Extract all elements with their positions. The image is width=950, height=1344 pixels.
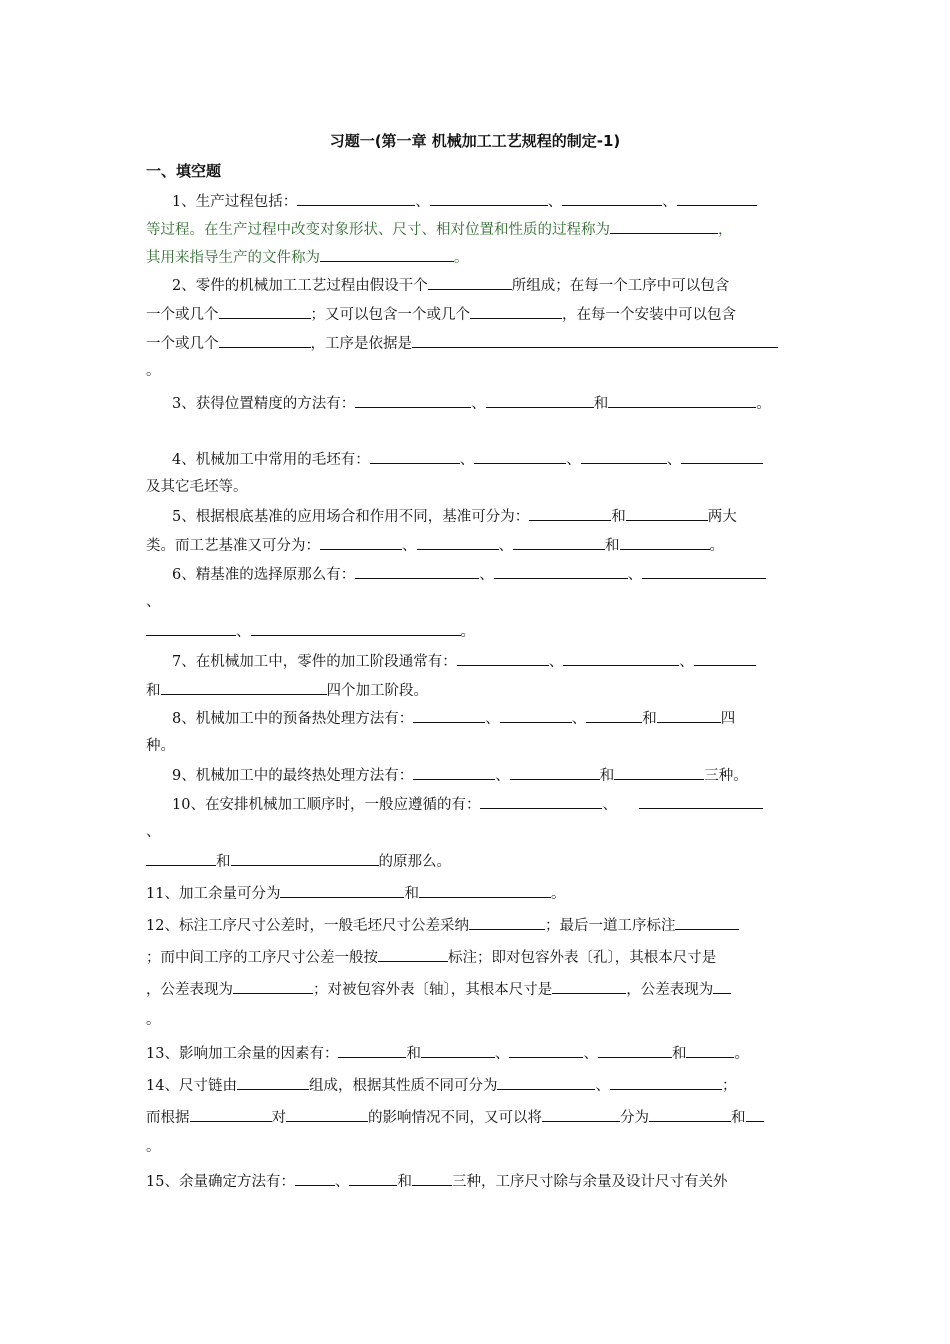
answer-blank[interactable] <box>237 1074 309 1090</box>
answer-blank[interactable] <box>412 332 778 348</box>
question-12-line-1: 12、标注工序尺寸公差时，一般毛坯尺寸公差采纳 ；最后一道工序标注 <box>146 914 806 936</box>
answer-blank[interactable] <box>713 978 731 994</box>
answer-blank[interactable] <box>486 392 594 408</box>
answer-blank[interactable] <box>746 1106 764 1122</box>
question-12-line-3: ，公差表现为 ；对被包容外表〔轴〕，其根本尺寸是 ，公差表现为 <box>146 978 806 1000</box>
answer-blank[interactable] <box>146 850 216 866</box>
question-4-line-2: 及其它毛坯等。 <box>146 479 248 495</box>
question-14-line-2: 而根据 对 的影响情况不同，又可以将 分为 和 <box>146 1106 806 1128</box>
question-7-line-2: 和 四个加工阶段。 <box>146 679 806 701</box>
section-heading: 一、填空题 <box>146 162 222 180</box>
answer-blank[interactable] <box>480 793 602 809</box>
answer-blank[interactable] <box>146 620 236 636</box>
question-2-line-4: 。 <box>146 363 161 379</box>
question-7-line-1: 7、在机械加工中，零件的加工阶段通常有： 、 、 <box>172 650 806 672</box>
answer-blank[interactable] <box>649 1106 731 1122</box>
answer-blank[interactable] <box>470 303 562 319</box>
answer-blank[interactable] <box>428 274 512 290</box>
answer-blank[interactable] <box>419 882 551 898</box>
question-2-line-1: 2、零件的机械加工工艺过程由假设干个 所组成；在每一个工序中可以包含 <box>172 274 806 296</box>
answer-blank[interactable] <box>675 914 739 930</box>
answer-blank[interactable] <box>413 764 495 780</box>
answer-blank[interactable] <box>469 914 545 930</box>
answer-blank[interactable] <box>349 1170 397 1186</box>
answer-blank[interactable] <box>552 978 626 994</box>
answer-blank[interactable] <box>161 679 327 695</box>
answer-blank[interactable] <box>497 1074 595 1090</box>
answer-blank[interactable] <box>598 1042 672 1058</box>
answer-blank[interactable] <box>190 1106 272 1122</box>
question-12-line-4: 。 <box>146 1012 161 1028</box>
answer-blank[interactable] <box>417 534 499 550</box>
answer-blank[interactable] <box>233 978 313 994</box>
answer-blank[interactable] <box>378 946 448 962</box>
question-1-line-1: 1、生产过程包括： 、 、 、 <box>172 190 806 212</box>
answer-blank[interactable] <box>430 190 548 206</box>
answer-blank[interactable] <box>614 764 704 780</box>
answer-blank[interactable] <box>681 448 763 464</box>
answer-blank[interactable] <box>219 303 311 319</box>
answer-blank[interactable] <box>581 448 667 464</box>
question-3-line-1: 3、获得位置精度的方法有： 、 和 。 <box>172 392 806 414</box>
answer-blank[interactable] <box>657 707 721 723</box>
answer-blank[interactable] <box>474 448 566 464</box>
question-1-line-3: 其用来指导生产的文件称为 。 <box>146 246 806 268</box>
question-9-line-1: 9、机械加工中的最终热处理方法有： 、 和 三种。 <box>172 764 806 786</box>
answer-blank[interactable] <box>608 392 756 408</box>
question-2-line-2: 一个或几个 ；又可以包含一个或几个 ，在每一个安装中可以包含 <box>146 303 806 325</box>
answer-blank[interactable] <box>610 1074 722 1090</box>
answer-blank[interactable] <box>529 505 611 521</box>
answer-blank[interactable] <box>413 707 485 723</box>
answer-blank[interactable] <box>355 392 471 408</box>
answer-blank[interactable] <box>231 850 379 866</box>
answer-blank[interactable] <box>320 534 402 550</box>
answer-blank[interactable] <box>542 1106 620 1122</box>
answer-blank[interactable] <box>320 246 454 262</box>
answer-blank[interactable] <box>694 650 756 666</box>
answer-blank[interactable] <box>494 563 628 579</box>
answer-blank[interactable] <box>563 650 679 666</box>
answer-blank[interactable] <box>513 534 605 550</box>
question-1-line-2: 等过程。在生产过程中改变对象形状、尺寸、相对位置和性质的过程称为 ， <box>146 218 806 240</box>
answer-blank[interactable] <box>677 190 757 206</box>
answer-blank[interactable] <box>510 764 600 780</box>
answer-blank[interactable] <box>509 1042 583 1058</box>
question-10-line-1: 10、在安排机械加工顺序时，一般应遵循的有： 、 <box>172 793 806 815</box>
answer-blank[interactable] <box>626 505 708 521</box>
answer-blank[interactable] <box>610 218 718 234</box>
answer-blank[interactable] <box>639 793 763 809</box>
answer-blank[interactable] <box>620 534 710 550</box>
answer-blank[interactable] <box>412 1170 452 1186</box>
answer-blank[interactable] <box>642 563 766 579</box>
question-6-line-3: 、 。 <box>146 620 806 642</box>
answer-blank[interactable] <box>355 563 479 579</box>
question-8-line-2: 种。 <box>146 738 175 754</box>
question-13-line-1: 13、影响加工余量的因素有： 和 、 、 和 。 <box>146 1042 806 1064</box>
question-14-line-1: 14、尺寸链由 组成，根据其性质不同可分为 、 ； <box>146 1074 806 1096</box>
answer-blank[interactable] <box>286 1106 368 1122</box>
question-11-line-1: 11、加工余量可分为 和 。 <box>146 882 806 904</box>
answer-blank[interactable] <box>562 190 662 206</box>
question-4-line-1: 4、机械加工中常用的毛坯有： 、 、 、 <box>172 448 806 470</box>
question-10-line-3: 和 的原那么。 <box>146 850 806 872</box>
answer-blank[interactable] <box>421 1042 495 1058</box>
question-5-line-1: 5、根据根底基准的应用场合和作用不同，基准可分为： 和 两大 <box>172 505 806 527</box>
answer-blank[interactable] <box>219 332 311 348</box>
question-2-line-3: 一个或几个 ，工序是依据是 <box>146 332 806 354</box>
question-5-line-2: 类。而工艺基准又可分为： 、 、 和 。 <box>146 534 806 556</box>
question-10-line-2: 、 <box>146 824 161 840</box>
answer-blank[interactable] <box>457 650 549 666</box>
answer-blank[interactable] <box>586 707 642 723</box>
answer-blank[interactable] <box>297 190 415 206</box>
answer-blank[interactable] <box>295 1170 335 1186</box>
question-6-line-2: 、 <box>146 594 161 610</box>
question-14-line-3: 。 <box>146 1139 161 1155</box>
question-12-line-2: ；而中间工序的工序尺寸公差一般按 标注；即对包容外表〔孔〕，其根本尺寸是 <box>146 946 806 968</box>
answer-blank[interactable] <box>500 707 572 723</box>
answer-blank[interactable] <box>251 620 461 636</box>
question-15-line-1: 15、余量确定方法有： 、 和 三种，工序尺寸除与余量及设计尺寸有关外 <box>146 1170 806 1192</box>
answer-blank[interactable] <box>370 448 460 464</box>
question-6-line-1: 6、精基准的选择原那么有： 、 、 <box>172 563 806 585</box>
question-8-line-1: 8、机械加工中的预备热处理方法有： 、 、 和 四 <box>172 707 806 729</box>
answer-blank[interactable] <box>280 882 404 898</box>
answer-blank[interactable] <box>686 1042 734 1058</box>
page-title: 习题一(第一章 机械加工工艺规程的制定-1) <box>329 132 621 150</box>
answer-blank[interactable] <box>338 1042 406 1058</box>
